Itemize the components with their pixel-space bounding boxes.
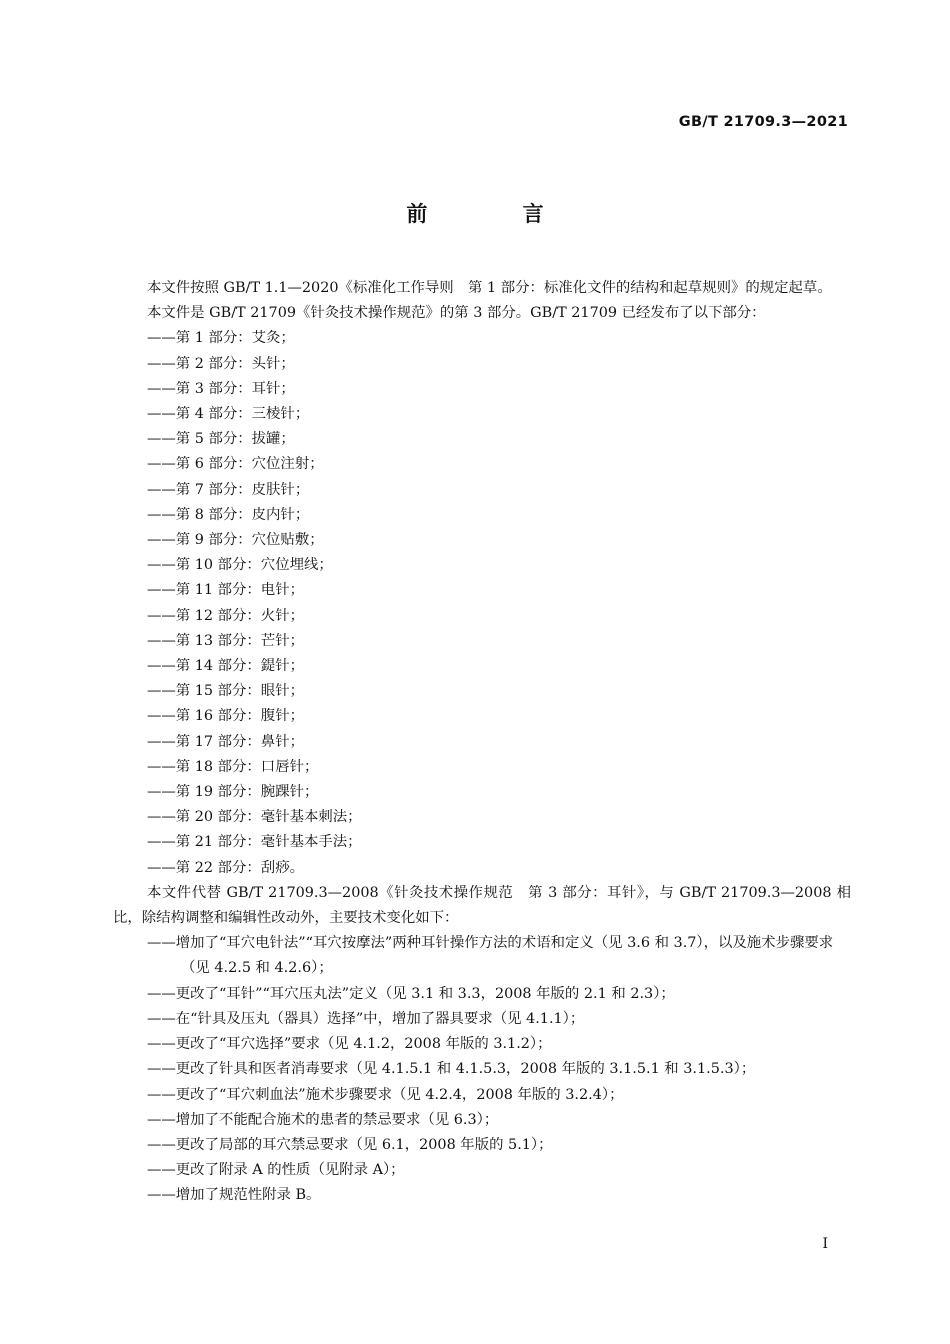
list-item: ——第 18 部分：口唇针； xyxy=(147,758,319,775)
list-item: ——更改了局部的耳穴禁忌要求（见 6.1，2008 年版的 5.1）； xyxy=(147,1136,553,1153)
list-item: ——第 9 部分：穴位贴敷； xyxy=(147,532,324,549)
list-item: ——更改了针具和医者消毒要求（见 4.1.5.1 和 4.1.5.3，2008 年版的 3.1.5.1 和 3.1.5.3）； xyxy=(147,1061,756,1078)
page-title: 前 言 xyxy=(406,202,588,226)
intro-paragraph-1: 本文件按照 GB/T 1.1—2020《标准化工作导则 第 1 部分：标准化文件的结构和起草规则》的规定起草。 xyxy=(147,280,832,296)
list-item: ——增加了规范性附录 B。 xyxy=(147,1187,321,1204)
parts-list xyxy=(113,326,851,880)
list-item: ——在“针具及压丸（器具）选择”中，增加了器具要求（见 4.1.1）； xyxy=(147,1010,585,1027)
list-item: ——第 4 部分：三棱针； xyxy=(147,406,310,423)
list-item: ——第 14 部分：鍉针； xyxy=(147,658,304,675)
list-item: ——更改了“耳针”“耳穴压丸法”定义（见 3.1 和 3.3，2008 年版的 2.1 和 2.3）； xyxy=(147,985,675,1002)
list-item: ——更改了“耳穴刺血法”施术步骤要求（见 4.2.4，2008 年版的 3.2.4）； xyxy=(147,1086,624,1103)
list-item: ——第 15 部分：眼针； xyxy=(147,683,304,700)
list-item: ——第 12 部分：火针； xyxy=(147,607,304,624)
changes-list xyxy=(113,931,851,1208)
list-item: ——更改了附录 A 的性质（见附录 A）； xyxy=(147,1162,405,1179)
list-item: ——第 8 部分：皮内针； xyxy=(147,506,310,523)
list-item: ——第 11 部分：电针； xyxy=(147,582,304,599)
list-item: ——第 10 部分：穴位埋线； xyxy=(147,557,333,574)
standard-number: GB/T 21709.3—2021 xyxy=(678,114,848,130)
list-item: ——更改了“耳穴选择”要求（见 4.1.2，2008 年版的 3.1.2）； xyxy=(147,1036,552,1053)
list-item: ——第 17 部分：鼻针； xyxy=(147,733,304,750)
list-item: ——第 20 部分：毫针基本刺法； xyxy=(147,809,362,826)
list-item: ——增加了不能配合施术的患者的禁忌要求（见 6.3）； xyxy=(147,1111,499,1128)
list-item: ——第 21 部分：毫针基本手法； xyxy=(147,834,362,851)
list-item: ——第 7 部分：皮肤针； xyxy=(147,481,310,498)
list-item: ——第 6 部分：穴位注射； xyxy=(147,456,324,473)
list-item: ——第 13 部分：芒针； xyxy=(147,632,304,649)
list-item: ——第 3 部分：耳针； xyxy=(147,380,295,397)
list-item: ——第 22 部分：刮痧。 xyxy=(147,859,304,876)
list-item: ——第 16 部分：腹针； xyxy=(147,708,304,725)
document-body xyxy=(113,276,851,1209)
page-number: I xyxy=(822,1236,828,1252)
list-item: ——增加了“耳穴电针法”“耳穴按摩法”两种耳针操作方法的术语和定义（见 3.6 和 3.7），以及施术步骤要求（见 4.2.5 和 4.2.6）； xyxy=(147,935,834,977)
replace-paragraph: 本文件代替 GB/T 21709.3—2008《针灸技术操作规范 第 3 部分：耳针》，与 GB/T 21709.3—2008 相比，除结构调整和编辑性改动外，主要技术变化如下： xyxy=(113,884,851,927)
list-item: ——第 5 部分：拔罐； xyxy=(147,431,295,448)
list-item: ——第 19 部分：腕踝针； xyxy=(147,784,319,801)
intro-paragraph-2: 本文件是 GB/T 21709《针灸技术操作规范》的第 3 部分。GB/T 21709 已经发布了以下部分： xyxy=(147,305,766,322)
list-item: ——第 2 部分：头针； xyxy=(147,355,295,372)
list-item: ——第 1 部分：艾灸； xyxy=(147,330,295,347)
